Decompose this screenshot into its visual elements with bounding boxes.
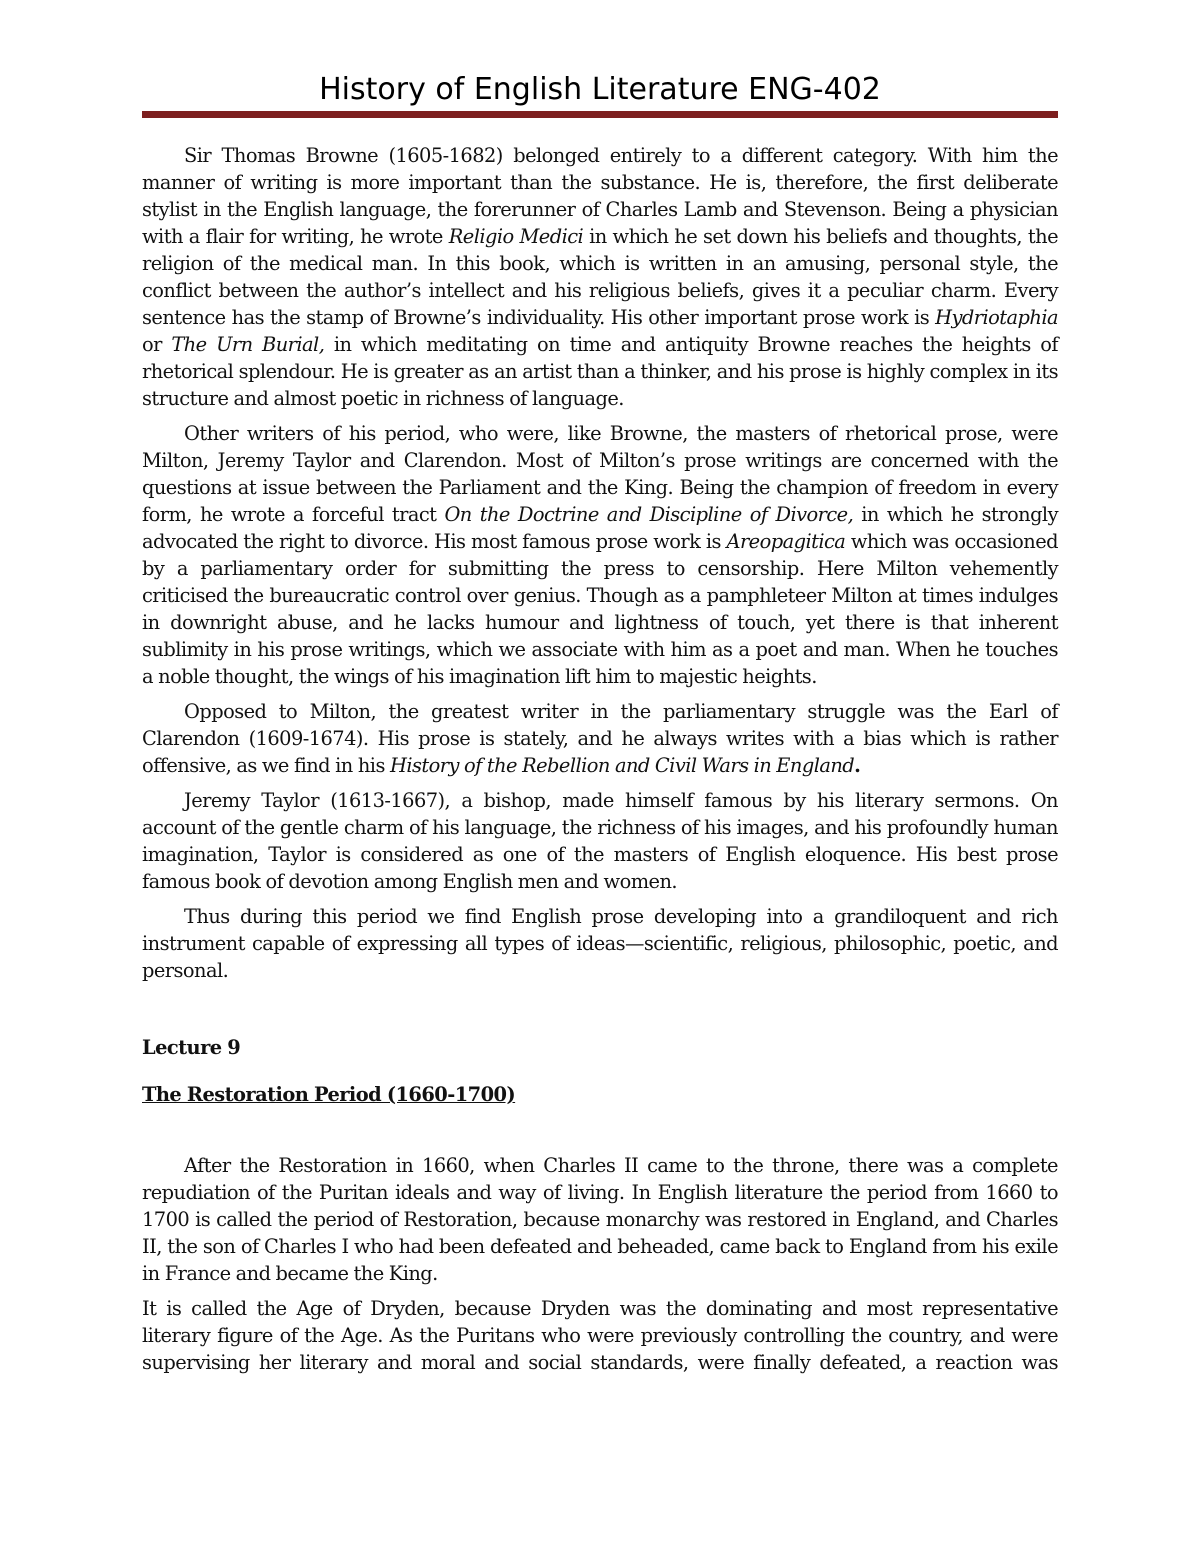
book-title-history-of-rebellion: History of the Rebellion and Civil Wars in England (389, 754, 855, 777)
section-spacer (142, 992, 1058, 1034)
text-run: in which meditating on time and antiquity Browne reaches the heights of rhetorical splendour. He is greater as an artist than a thinker, and his prose is highly complex in its structure and almost poetic in richness of language. (142, 333, 1058, 410)
book-title-urn-burial: The Urn Burial, (171, 333, 325, 356)
text-run: in which he strongly advocated the right to divorce. His most famous prose work is (142, 503, 1058, 553)
book-title-religio-medici: Religio Medici (448, 225, 584, 248)
text-run: Other writers of his period, who were, like Browne, the masters of rhetorical prose, were Milton, Jeremy Taylor and Clarendon. Most of Milton’s prose writings are concerned with the questions at issue between the Parliament and the King. Being the champion of freedom in every form, he wrote a forceful tract (142, 422, 1058, 526)
paragraph-milton (142, 420, 1058, 690)
document-body (142, 142, 1058, 1384)
book-title-hydriotaphia: Hydriotaphia (935, 306, 1058, 329)
text-run: or (142, 333, 172, 356)
text-run: Sir Thomas Browne (1605-1682) belonged entirely to a different category. With him the manner of writing is more important than the substance. He is, therefore, the first deliberate stylist in the English language, the forerunner of Charles Lamb and Stevenson. Being a physician with a flair for writing, he wrote (142, 144, 1058, 248)
paragraph-conclusion: Thus during this period we find English prose developing into a grandiloquent and rich instrument capable of expressing all types of ideas—scientific, religious, philosophic, poetic, and personal. (142, 905, 1058, 982)
book-title-divorce-tract: On the Doctrine and Discipline of Divorce, (444, 503, 854, 526)
book-title-areopagitica: Areopagitica (726, 530, 846, 553)
paragraph-age-of-dryden: It is called the Age of Dryden, because Dryden was the dominating and most representative literary figure of the Age. As the Puritans who were previously controlling the country, and were supervising her literary and moral and social standards, were finally defeated, a reaction was (142, 1297, 1058, 1374)
header-rule (142, 111, 1058, 118)
text-run: which was occasioned by a parliamentary order for submitting the press to censorship. Here Milton vehemently criticised the bureaucratic control over genius. Though as a pamphleteer Milton at times indulges in downright abuse, and he lacks humour and lightness of touch, yet there is that inherent sublimity in his prose writings, which we associate with him as a poet and man. When he touches a noble thought, the wings of his imagination lift him to majestic heights. (142, 530, 1058, 688)
text-run-bold: . (854, 754, 861, 777)
lecture-number: Lecture 9 (142, 1036, 241, 1059)
text-run: Opposed to Milton, the greatest writer in the parliamentary struggle was the Earl of Clarendon (1609-1674). His prose is stately, and he always writes with a bias which is rather offensive, as we find in his (142, 700, 1058, 777)
paragraph-restoration: After the Restoration in 1660, when Charles II came to the throne, there was a complete repudiation of the Puritan ideals and way of living. In English literature the period from 1660 to 1700 is called the period of Restoration, because monarchy was restored in England, and Charles II, the son of Charles I who had been defeated and beheaded, came back to England from his exile in France and became the King. (142, 1154, 1058, 1285)
paragraph-browne (142, 142, 1058, 412)
paragraph-taylor: Jeremy Taylor (1613-1667), a bishop, made himself famous by his literary sermons. On account of the gentle charm of his language, the richness of his images, and his profoundly human imagination, Taylor is considered as one of the masters of English eloquence. His best prose famous book of devotion among English men and women. (142, 789, 1058, 893)
section-heading: The Restoration Period (1660-1700) (142, 1083, 516, 1106)
page-header-title: History of English Literature ENG-402 (319, 72, 881, 107)
paragraph-clarendon (142, 698, 1058, 779)
text-run: in which he set down his beliefs and thoughts, the religion of the medical man. In this book, which is written in an amusing, personal style, the conflict between the author’s intellect and his religious beliefs, gives it a peculiar charm. Every sentence has the stamp of Browne’s individuality. His other important prose work is (142, 225, 1058, 329)
